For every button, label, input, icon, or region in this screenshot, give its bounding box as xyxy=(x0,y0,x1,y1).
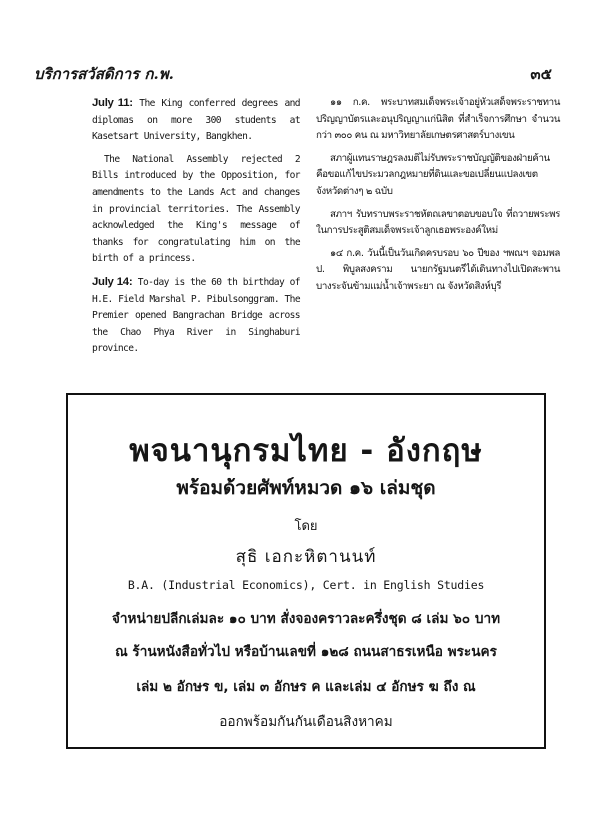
news-entry-assembly xyxy=(92,152,300,268)
ad-author: สุธิ เอกะหิตานนท์ xyxy=(235,547,377,567)
thai-entry-1: ๑๑ ก.ค. พระบาทสมเด็จพระเจ้าอยู่หัวเสด็จพระราชทานปริญญาบัตรและอนุปริญญาแก่นิสิต ที่สำเร็จการศึกษา จำนวนกว่า ๓๐๐ คน ณ มหาวิทยาลัยเกษตรศาสตร์บางเขน xyxy=(316,97,560,142)
thai-entry-2: สภาผู้แทนราษฎรลงมติไม่รับพระราชบัญญัติของฝ่ายค้าน คือขอแก้ไขประมวลกฎหมายที่ดินและขอเปลี่ยนแปลงเขตจังหวัดต่างๆ ๒ ฉบับ xyxy=(316,152,550,197)
ad-volumes-line: เล่ม ๒ อักษร ข, เล่ม ๓ อักษร ค และเล่ม ๔ อักษร ฆ ถึง ณ xyxy=(136,679,476,695)
ad-subtitle: พร้อมด้วยศัพท์หมวด ๑๖ เล่มชุด xyxy=(176,477,436,499)
ad-release-line: ออกพร้อมกันกันเดือนสิงหาคม xyxy=(219,714,393,730)
thai-news-column xyxy=(316,95,560,302)
english-news-column xyxy=(92,95,300,364)
ad-price-line: จำหน่ายปลีกเล่มละ ๑๐ บาท สั่งจองคราวละครึ่งชุด ๘ เล่ม ๖๐ บาท xyxy=(111,611,501,627)
publication-header: บริการสวัสดิการ ก.พ. xyxy=(34,65,174,83)
news-entry-july-11 xyxy=(92,95,300,146)
ad-store-line: ณ ร้านหนังสือทั่วไป หรือบ้านเลขที่ ๑๒๘ ถนนสาธรเหนือ พระนคร xyxy=(115,644,497,660)
entry-date: July 11: xyxy=(92,97,133,109)
news-entry-july-14 xyxy=(92,274,300,358)
ad-by-label: โดย xyxy=(294,519,318,534)
page-number: ๓๕ xyxy=(530,65,552,83)
ad-title: พจนานุกรมไทย - อังกฤษ xyxy=(129,433,483,469)
thai-entry-3: สภาฯ รับทราบพระราชหัตถเลขาตอบขอบใจ ที่ถวายพระพรในการประสูติสมเด็จพระเจ้าลูกเธอพระองค์ใหม่ xyxy=(316,208,560,237)
dictionary-advertisement xyxy=(66,393,546,749)
entry-date: July 14: xyxy=(92,275,133,288)
entry-text: The National Assembly rejected 2 Bills introduced by the Opposition, for amendments to the Lands Act and changes in provincial territories. The Assembly acknowledged the King's message of thanks for congratulating him on the birth of a princess. xyxy=(92,153,300,265)
thai-entry-4: ๑๔ ก.ค. วันนี้เป็นวันเกิดครบรอบ ๖๐ ปีของ ฯพณฯ จอมพล ป. พิบูลสงคราม นายกรัฐมนตรีได้เดินทางไปเปิดสะพานบางระจันข้ามแม่น้ำเจ้าพระยา ณ จังหวัดสิงห์บุรี xyxy=(316,247,560,292)
ad-author-credentials: B.A. (Industrial Economics), Cert. in English Studies xyxy=(127,578,485,592)
entry-text: The King conferred degrees and diplomas on more 300 students at Kasetsart University, Bangkhen. xyxy=(92,98,300,143)
entry-text: To-day is the 60 th birthday of H.E. Field Marshal P. Pibulsonggram. The Premier opened Bangrachan Bridge across the Chao Phya River in Singhaburi province. xyxy=(92,276,300,355)
